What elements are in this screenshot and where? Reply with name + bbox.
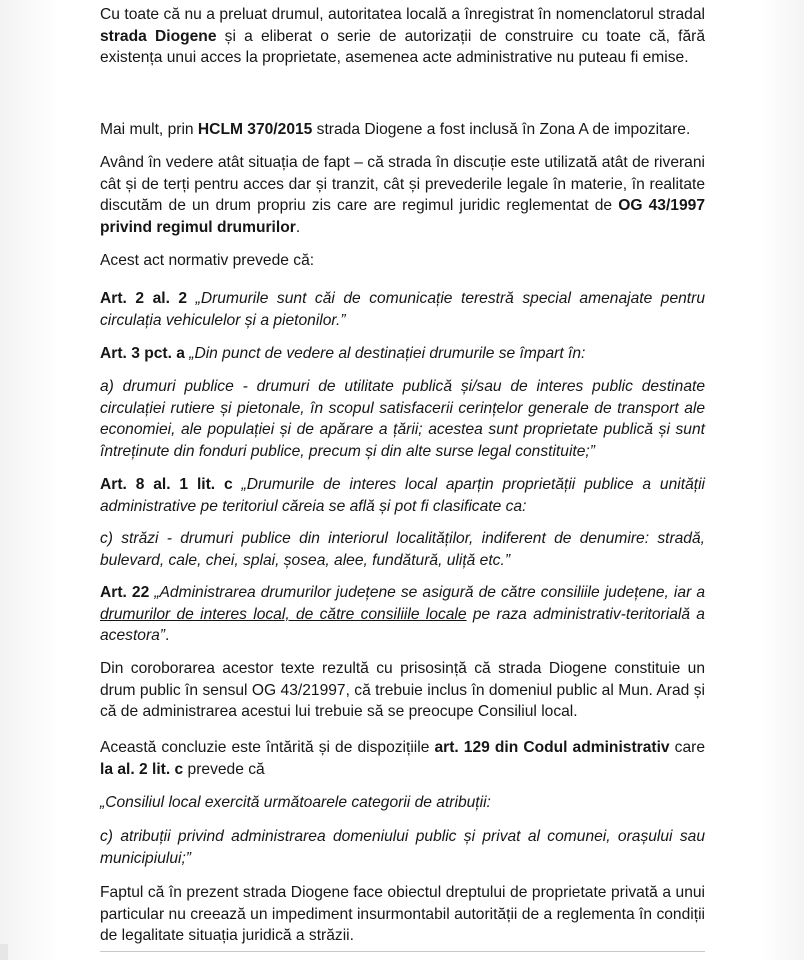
article-quote-22: „Administrarea drumurilor județene se asigură de către consiliile județene, iar a: [149, 584, 705, 601]
paragraph-5: [100, 288, 705, 331]
paragraph-3-text: Având în vedere atât situația de fapt – că strada în discuție este utilizată atât de riverani cât și de terți pentru acces dar și tranzit, cât și prevederile legale în materie, în realitate discutăm de un drum propriu zis care are regimul juridic reglementat de: [100, 154, 705, 214]
paragraph-3: [100, 152, 705, 238]
paragraph-2: [100, 119, 705, 141]
article-ref-22: Art. 22: [100, 584, 150, 601]
paragraph-11: Din coroborarea acestor texte rezultă cu prisosință că strada Diogene constituie un drum public în sensul OG 43/21997, că trebuie inclus în domeniul public al Mun. Arad și că de administrarea acestui lui trebuie să se preocupe Consiliul local.: [100, 660, 705, 720]
paragraph-1-text: Cu toate că nu a preluat drumul, autoritatea locală a înregistrat în nomenclatorul stradal: [100, 6, 705, 23]
paragraph-12-bold-2: la al. 2 lit. c: [100, 760, 184, 778]
paragraph-2-text: Mai mult, prin: [100, 121, 198, 138]
article-quote-3: „Din punct de vedere al destinației drumurile se împart în:: [184, 345, 586, 362]
article-quote-8: „Drumurile de interes local aparțin proprietății publice a unității administrative pe teritoriul căreia se află și pot fi clasificate ca:: [100, 476, 706, 515]
paragraph-9: c) străzi - drumuri publice din interiorul localităților, indiferent de denumire: stradă, bulevard, cale, chei, splai, șosea, alee, fundătură, uliță etc.”: [100, 530, 705, 569]
article-quote-2: „Drumurile sunt căi de comunicație terestră special amenajate pentru circulația vehiculelor și a pietonilor.”: [100, 290, 705, 329]
paragraph-13: „Consiliul local exercită următoarele categorii de atribuții:: [100, 794, 491, 811]
paragraph-1: [100, 4, 705, 69]
article-ref-3: Art. 3 pct. a: [100, 345, 185, 362]
paragraph-7: a) drumuri publice - drumuri de utilitate publică și/sau de interes public destinate circulației rutiere și pietonale, în scopul satisfacerii cerințelor generale de transport ale economiei, ale populației și de apărare a țării; acestea sunt proprietate publică și sunt întreținute din fonduri publice, precum și din alte surse legal constituite;”: [100, 378, 705, 460]
article-ref-8: Art. 8 al. 1 lit. c: [100, 476, 233, 493]
page-edge-shadow: [0, 944, 8, 960]
paragraph-15: Faptul că în prezent strada Diogene face obiectul dreptului de proprietate privată a unui particular nu creează un impediment insurmontabil autorității de a reglementa în condiții de legalitate situația juridică a străzii.: [100, 884, 705, 944]
paragraph-12-text-2: care: [669, 739, 706, 756]
paragraph-14: c) atribuții privind administrarea domeniului public și privat al comunei, orașului sau municipiului;”: [100, 828, 705, 867]
paragraph-10-period: .: [165, 627, 170, 644]
paragraph-12: [100, 737, 705, 780]
paragraph-3-text-2: .: [295, 218, 301, 236]
paragraph-2-text-2: strada Diogene a fost inclusă în Zona A de impozitare.: [312, 121, 691, 138]
paragraph-8: [100, 474, 705, 517]
paragraph-12-text-3: prevede că: [183, 760, 265, 778]
article-quote-22-underlined: drumurilor de interes local, de către consiliile locale: [100, 605, 467, 623]
page-bottom-rule: [100, 951, 705, 952]
paragraph-3-bold: OG 43/1997 privind regimul drumurilor: [100, 197, 705, 236]
paragraph-2-bold: HCLM 370/2015: [197, 121, 313, 138]
paragraph-1-text-2: și a eliberat o serie de autorizații de construire cu toate că, fără existența unui acces la proprietate, asemenea acte administrative nu puteau fi emise.: [100, 27, 706, 66]
paragraph-6: [100, 343, 705, 365]
paragraph-12-text: Această concluzie este întărită și de dispozițiile: [100, 739, 435, 756]
paragraph-1-bold: strada Diogene: [100, 27, 217, 45]
paragraph-10: [100, 582, 705, 647]
paragraph-4: Acest act normativ prevede că:: [100, 252, 315, 269]
article-quote-22-end: pe raza administrativ-teritorială a acestora”: [100, 605, 705, 644]
article-ref-2: Art. 2 al. 2: [100, 290, 188, 307]
paragraph-12-bold: art. 129 din Codul administrativ: [434, 739, 670, 756]
